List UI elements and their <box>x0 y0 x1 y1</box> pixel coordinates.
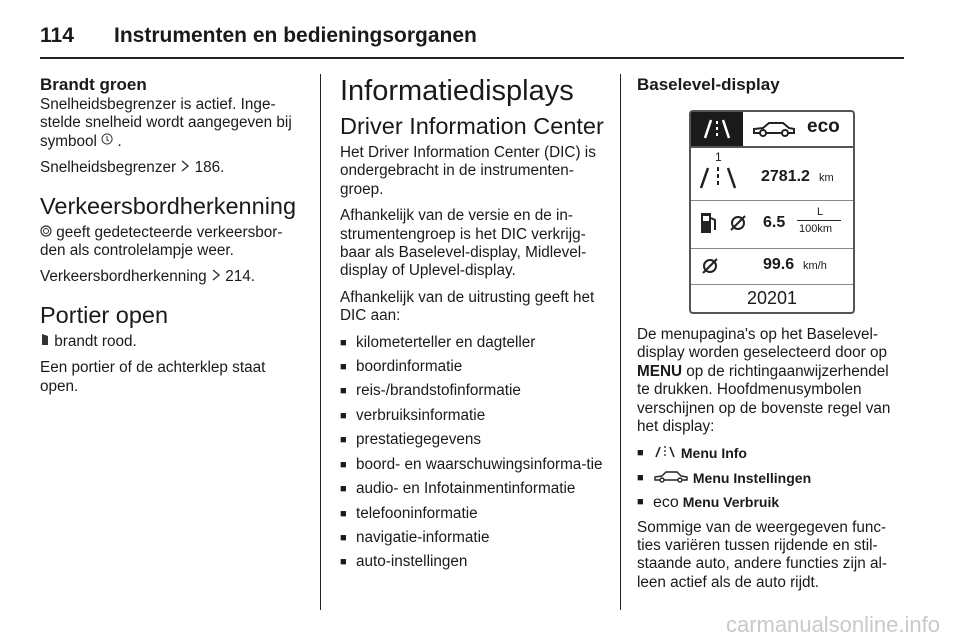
list-item: ■ Menu Instellingen <box>637 469 903 487</box>
watermark: carmanualsonline.info <box>725 612 940 637</box>
unit-fraction-line <box>797 220 841 221</box>
road-icon <box>653 445 677 458</box>
paragraph-dic-1: Het Driver Information Center (DIC) is ondergebracht in de instrumenten-groep. <box>340 144 596 198</box>
page-header <box>40 16 920 56</box>
list-item: ■ auto-instellingen <box>340 553 604 571</box>
odometer-value: 2781.2 <box>761 168 810 185</box>
consumption-value: 6.5 <box>763 214 786 231</box>
main-menu-list <box>637 444 903 512</box>
section-subtitle: Driver Information Center <box>340 113 604 139</box>
page-number: 114 <box>40 24 74 47</box>
car-icon <box>751 120 797 138</box>
list-item: ■ audio- en Infotainmentinformatie <box>340 480 604 498</box>
reference-page[interactable]: 186. <box>194 159 225 177</box>
paragraph-verkeersbordherkenning: geeft gedetecteerde verkeersbor-den als controlelampje weer. <box>40 223 283 260</box>
reference-snelheidsbegrenzer: Snelheidsbegrenzer 186. <box>40 159 225 177</box>
list-item: ■ boord- en waarschuwingsinforma-tie <box>340 456 604 474</box>
reference-page[interactable]: 214. <box>225 268 255 286</box>
road-icon <box>697 164 741 190</box>
fuel-pump-icon <box>699 210 719 236</box>
heading-baselevel-display: Baselevel-display <box>637 75 780 94</box>
column-divider-2 <box>620 74 621 610</box>
car-icon <box>653 470 689 483</box>
section-title: Informatiedisplays <box>340 75 574 107</box>
speed-value: 99.6 <box>763 256 795 273</box>
paragraph-menu-pages: De menupagina's op het Baselevel-display worden geselecteerd door op MENU op de richtingaanwijzerhendel te drukken. Hoofdmenusymbolen verschijnen op de bovenste regel van het display: <box>637 326 891 436</box>
road-icon <box>691 112 743 146</box>
dic-feature-list <box>340 334 604 572</box>
column-3 <box>637 74 903 600</box>
odometer-unit: km <box>819 172 834 184</box>
list-item: ■ kilometerteller en dagteller <box>340 334 604 352</box>
header-divider <box>40 57 904 59</box>
page-reference-icon <box>211 268 225 285</box>
column-1 <box>40 74 306 404</box>
average-icon <box>701 257 719 275</box>
page-title: Instrumenten en bedieningsorganen <box>114 24 477 47</box>
column-divider-1 <box>320 74 321 610</box>
list-item: ■ Menu Info <box>637 444 903 462</box>
consumption-unit-top: L <box>817 206 824 218</box>
heading-brandt-groen: Brandt groen <box>40 75 147 94</box>
paragraph-portier-open: Een portier of de achterklep staat open. <box>40 359 266 395</box>
average-icon <box>729 214 747 232</box>
paragraph-dic-3: Afhankelijk van de uitrusting geeft het DIC aan: <box>340 288 595 325</box>
display-row-odometer <box>691 148 853 201</box>
menu-info-selected <box>691 112 743 146</box>
list-item: ■ reis-/brandstofinformatie <box>340 382 604 400</box>
display-menu-bar <box>691 112 853 148</box>
speed-unit: km/h <box>803 260 827 272</box>
paragraph-functions: Sommige van de weergegeven func-ties variëren tussen rijdende en stil-staande auto, andere functies zijn al-leen actief als de auto rijdt. <box>637 518 888 591</box>
menu-button-label: MENU <box>637 362 683 380</box>
list-item: ■ verbruiksinformatie <box>340 407 604 425</box>
trip-index: 1 <box>715 150 722 164</box>
list-item: ■ boordinformatie <box>340 358 604 376</box>
paragraph-dic-2: Afhankelijk van de versie en de in-strumentengroep is het DIC verkrijg-baar als Baselevel-display, Midlevel-display of Uplevel-display. <box>340 207 587 280</box>
consumption-unit-bottom: 100km <box>799 223 833 235</box>
display-row-speed <box>691 248 853 285</box>
speed-limiter-icon <box>101 133 117 150</box>
list-item: ■ navigatie-informatie <box>340 529 604 547</box>
heading-portier-open: Portier open <box>40 301 169 328</box>
reference-verkeersbordherkenning: Verkeersbordherkenning 214. <box>40 268 255 286</box>
list-item: ■ eco Menu Verbruik <box>637 493 903 512</box>
door-open-icon <box>40 333 54 350</box>
display-row-consumption <box>691 200 853 249</box>
paragraph-portier-brandt: brandt rood. <box>40 333 306 351</box>
heading-verkeersbordherkenning: Verkeersbordherkenning <box>40 192 297 219</box>
traffic-sign-icon <box>40 224 56 241</box>
list-item: ■ prestatiegegevens <box>340 431 604 449</box>
paragraph-snelheidsbegrenzer: Snelheidsbegrenzer is actief. Inge-stelde snelheid wordt aangegeven bij symbool . <box>40 96 292 150</box>
list-item: ■ telefooninformatie <box>340 505 604 523</box>
page-reference-icon <box>180 159 194 176</box>
display-eco-label: eco <box>807 116 840 137</box>
eco-icon: eco <box>653 494 679 512</box>
display-row-odometer-total <box>691 284 853 312</box>
column-2 <box>340 74 604 578</box>
baselevel-display-illustration <box>689 110 855 314</box>
total-odometer-value: 20201 <box>746 288 798 308</box>
